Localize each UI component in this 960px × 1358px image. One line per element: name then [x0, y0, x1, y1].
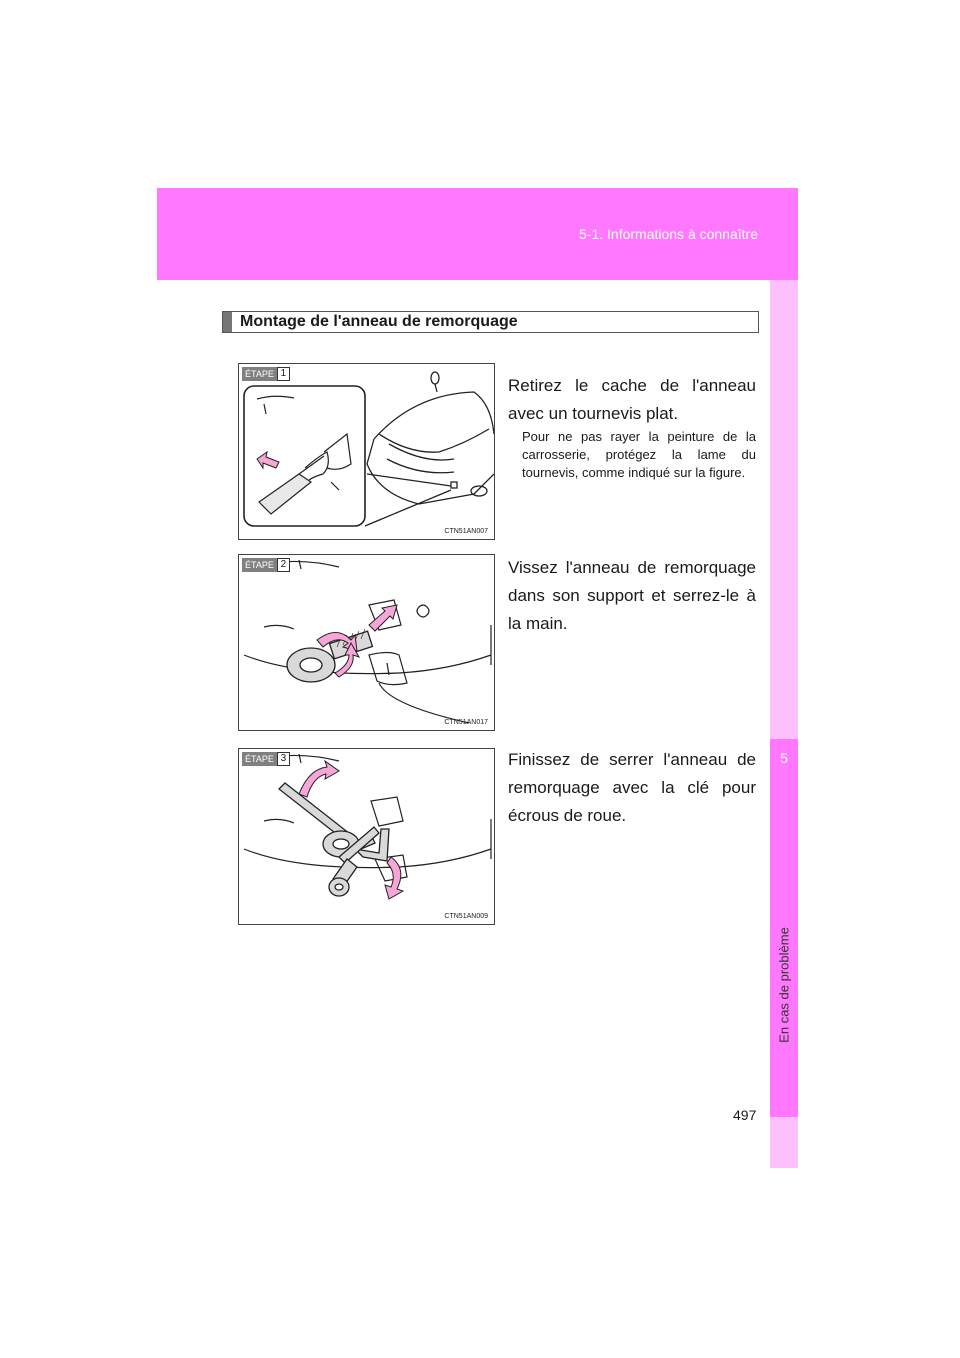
step-2-badge [242, 558, 290, 572]
section-accent [223, 312, 232, 332]
chapter-header [157, 188, 798, 280]
step-number: 1 [277, 367, 290, 381]
step-2-figure [238, 554, 495, 731]
figure-code: CTN51AN007 [444, 528, 488, 535]
step-1-note: Pour ne pas rayer la peinture de la carrosserie, protégez la lame du tournevis, comme indiqué sur la figure. [522, 429, 756, 480]
step-2-text: Vissez l'anneau de remorquage dans son support et serrez-le à la main. [508, 558, 756, 633]
step-label: ÉTAPE [242, 558, 277, 572]
section-title: Montage de l'anneau de remorquage [240, 313, 518, 330]
step-3-text: Finissez de serrer l'anneau de remorquage avec la clé pour écrous de roue. [508, 750, 756, 825]
page-number: 497 [733, 1107, 757, 1123]
chapter-side-tab [770, 280, 798, 1168]
step-1-figure [238, 363, 495, 540]
figure-code: CTN51AN017 [444, 719, 488, 726]
step-label: ÉTAPE [242, 752, 277, 766]
chapter-number: 5 [780, 750, 788, 766]
step-1-illustration [239, 364, 495, 540]
step-1-text: Retirez le cache de l'anneau avec un tournevis plat. [508, 376, 756, 423]
section-heading [222, 311, 759, 333]
chapter-label: En cas de problème [776, 927, 792, 1043]
figure-code: CTN51AN009 [444, 913, 488, 920]
step-1-badge [242, 367, 290, 381]
step-number: 3 [277, 752, 290, 766]
step-label: ÉTAPE [242, 367, 277, 381]
step-3-badge [242, 752, 290, 766]
header-section-title: 5-1. Informations à connaître [579, 226, 758, 242]
step-number: 2 [277, 558, 290, 572]
step-3-illustration [239, 749, 495, 925]
step-2-illustration [239, 555, 495, 731]
step-3-figure [238, 748, 495, 925]
